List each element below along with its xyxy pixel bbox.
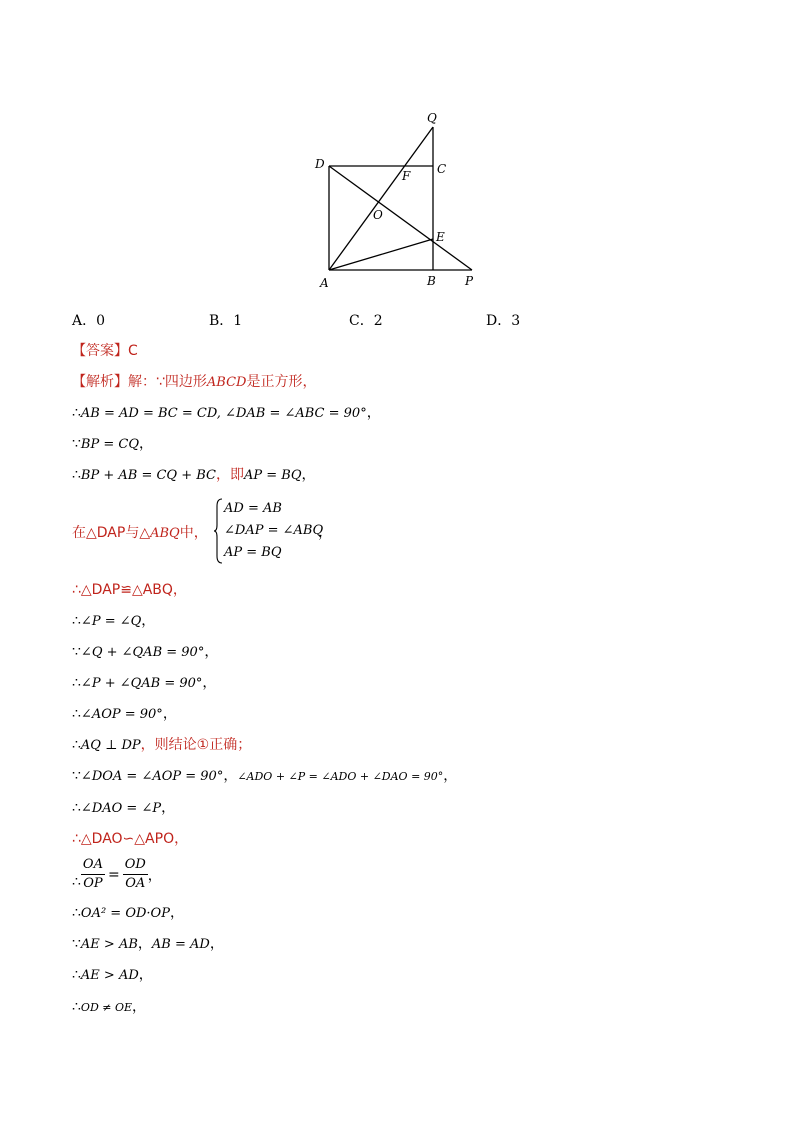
system-label-pre: 在△DAP与△	[72, 525, 151, 541]
punct: ，	[209, 936, 224, 952]
denominator: OA	[125, 876, 146, 891]
punct: ，	[138, 436, 153, 452]
math-expression-2: AP = BQ	[243, 468, 302, 483]
analysis-line-1	[72, 403, 381, 424]
analysis-intro: 解：∵四边形	[128, 374, 207, 390]
label-d: D	[315, 157, 325, 171]
system-comma: ，	[318, 525, 332, 541]
therefore-symbol: ∴	[72, 467, 81, 483]
punct: ，	[162, 706, 177, 722]
equation-system	[72, 498, 472, 564]
punct: ，	[169, 905, 184, 921]
analysis-line-7	[72, 642, 218, 663]
answer-line	[72, 341, 138, 361]
system-rows	[224, 498, 323, 564]
label-q: Q	[427, 111, 437, 125]
punct: ，	[132, 999, 147, 1015]
fraction-oa-op	[81, 856, 105, 893]
analysis-line-9	[72, 704, 177, 725]
analysis-line-11	[72, 766, 457, 787]
analysis-tag: 【解析】	[72, 374, 128, 390]
analysis-line-10	[72, 735, 251, 756]
math-expression-2: AB = AD	[151, 937, 210, 952]
therefore-symbol: ∴	[72, 613, 81, 629]
math-expression: ∠DAO = ∠P	[80, 801, 162, 816]
connector-text: ，即	[215, 467, 244, 483]
analysis-line-6	[72, 611, 155, 632]
math-expression: ∠Q + ∠QAB = 90°	[80, 645, 205, 660]
option-c: C．2	[349, 313, 383, 329]
because-symbol: ∵	[72, 936, 81, 952]
punct: ，	[137, 936, 152, 952]
analysis-line-12	[72, 798, 175, 819]
system-row: ∠DAP = ∠ABQ	[224, 523, 324, 538]
denominator: OP	[83, 876, 103, 891]
math-expression: ∠P + ∠QAB = 90°	[80, 676, 203, 691]
answer-value: C	[128, 343, 138, 359]
therefore-symbol: ∴	[72, 706, 81, 722]
segment-aq	[329, 127, 433, 270]
punct: ，	[366, 405, 381, 421]
system-label-abq: ABQ	[150, 526, 180, 541]
option-a: A．0	[72, 313, 106, 329]
analysis-line-17	[72, 965, 153, 986]
therefore-symbol: ∴	[72, 737, 81, 753]
math-expression-2: ∠ADO + ∠P = ∠ADO + ∠DAO = 90°	[237, 770, 444, 783]
therefore-symbol: ∴	[72, 967, 81, 983]
answer-tag: 【答案】	[72, 343, 128, 359]
punct: ，	[443, 768, 458, 784]
punct: ，	[138, 967, 153, 983]
punct: ，	[223, 768, 238, 784]
numerator: OA	[81, 856, 105, 875]
system-label-post: 中，	[179, 525, 208, 541]
analysis-line-13: ∴△DAO∽△APO，	[72, 831, 189, 847]
system-row: AP = BQ	[224, 545, 282, 560]
label-c: C	[437, 162, 447, 176]
option-b: B．1	[209, 313, 243, 329]
math-expression: AQ ⊥ DP	[80, 738, 141, 753]
math-expression: AE > AD	[80, 968, 139, 983]
math-expression: BP + AB = CQ + BC	[80, 468, 216, 483]
therefore-symbol: ∴	[72, 405, 81, 421]
label-e: E	[436, 230, 445, 244]
math-expression: OD ≠ OE	[80, 1001, 133, 1014]
math-expression: ∠AOP = 90°	[80, 707, 163, 722]
segment-dp	[329, 166, 472, 270]
equals-sign: =	[107, 866, 120, 883]
therefore-symbol: ∴	[72, 675, 81, 691]
geometry-figure	[300, 100, 500, 300]
math-expression: BP = CQ	[80, 437, 139, 452]
segment-ae	[329, 239, 433, 270]
fraction-od-oa	[123, 856, 148, 893]
answer-options	[72, 310, 732, 332]
label-o: O	[373, 208, 383, 222]
option-d: D．3	[486, 313, 521, 329]
analysis-line-15	[72, 903, 184, 924]
therefore-symbol: ∴	[72, 800, 81, 816]
conclusion-text: ，则结论①正确；	[140, 737, 252, 753]
because-symbol: ∵	[72, 768, 81, 784]
analysis-line-8	[72, 673, 216, 694]
analysis-line-14	[72, 856, 372, 896]
analysis-abcd: ABCD	[206, 375, 247, 390]
math-expression: OA² = OD·OP	[80, 906, 170, 921]
analysis-line-5: ∴△DAP≌△ABQ，	[72, 582, 187, 598]
left-brace-icon	[213, 498, 223, 564]
analysis-intro-end: 是正方形，	[246, 374, 317, 390]
punct: ，	[301, 467, 316, 483]
therefore-symbol: ∴	[72, 873, 81, 890]
therefore-symbol: ∴	[72, 999, 81, 1015]
because-symbol: ∵	[72, 644, 81, 660]
system-label	[72, 522, 208, 542]
system-row: AD = AB	[224, 501, 282, 516]
punct: ，	[161, 800, 176, 816]
math-expression: AE > AB	[80, 937, 138, 952]
analysis-line-2	[72, 434, 153, 455]
punct: ，	[147, 867, 162, 884]
punct: ，	[141, 613, 156, 629]
therefore-symbol: ∴	[72, 905, 81, 921]
label-f: F	[402, 169, 411, 183]
math-expression: ∠P = ∠Q	[80, 614, 142, 629]
label-p: P	[465, 274, 474, 288]
punct: ，	[204, 644, 219, 660]
analysis-line-18	[72, 997, 146, 1018]
math-expression: ∠DOA = ∠AOP = 90°	[80, 769, 224, 784]
math-expression: AB = AD = BC = CD, ∠DAB = ∠ABC = 90°	[80, 406, 367, 421]
analysis-line-0	[72, 372, 316, 393]
because-symbol: ∵	[72, 436, 81, 452]
label-b: B	[427, 274, 436, 288]
label-a: A	[320, 276, 329, 290]
numerator: OD	[123, 856, 148, 875]
punct: ，	[202, 675, 217, 691]
analysis-line-3	[72, 465, 316, 486]
analysis-line-16	[72, 934, 224, 955]
